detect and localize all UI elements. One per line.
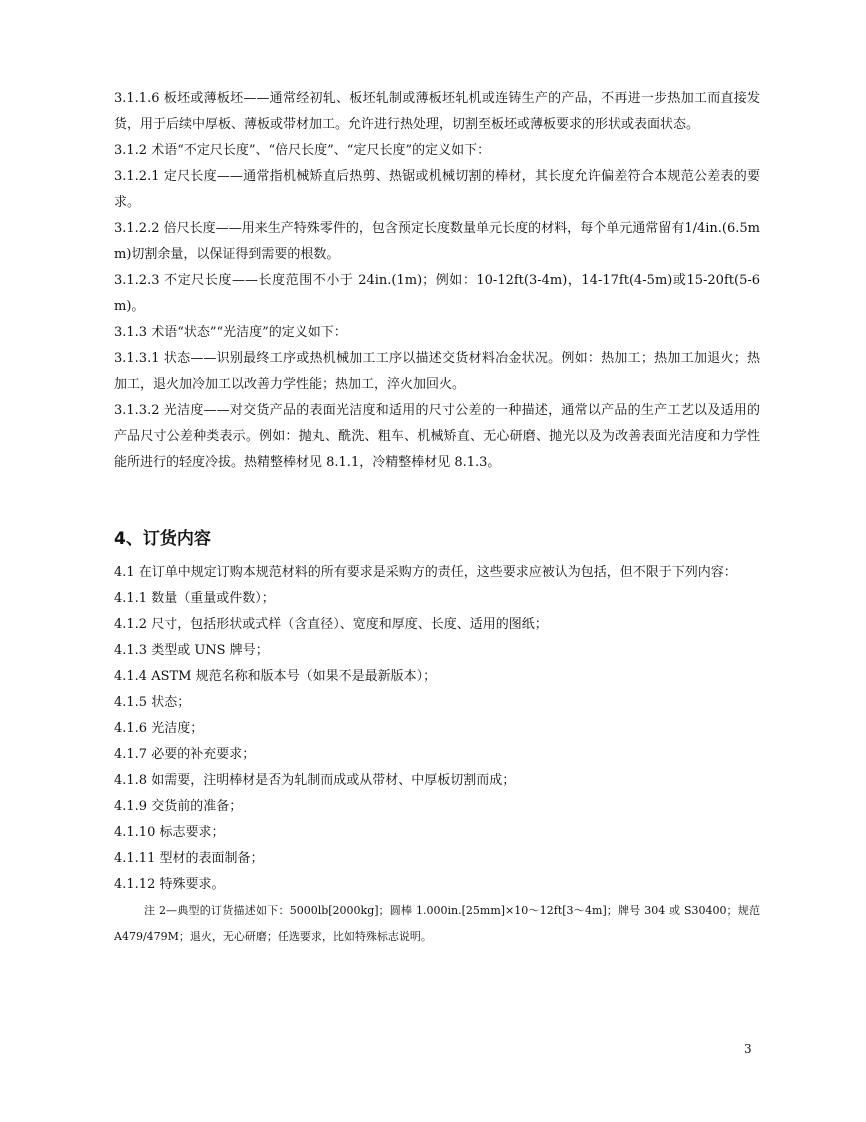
document-page: [114, 86, 760, 950]
clause-3-1-1-6: 3.1.1.6 板坯或薄板坯——通常经初轧、板坯轧制或薄板坯轧机或连铸生产的产品，不再进一步热加工而直接发货，用于后续中厚板、薄板或带材加工。允许进行热处理，切割至板坯或薄板要求的形状或表面状态。: [114, 91, 760, 132]
clause-4-1-8: 4.1.8 如需要，注明棒材是否为轧制而成或从带材、中厚板切割而成；: [114, 773, 516, 788]
clause-4-1-10: 4.1.10 标志要求；: [114, 825, 225, 840]
clause-4-1-11: 4.1.11 型材的表面制备；: [114, 851, 264, 866]
clause-4-1-5: 4.1.5 状态；: [114, 695, 191, 710]
clause-3-1-2-3: 3.1.2.3 不定尺长度——长度范围不小于 24in.(1m)；例如：10-12ft(3-4m)，14-17ft(4-5m)或15-20ft(5-6m)。: [114, 273, 760, 314]
clause-4-1-3: 4.1.3 类型或 UNS 牌号；: [114, 643, 269, 658]
clause-3-1-3-2: 3.1.3.2 光洁度——对交货产品的表面光洁度和适用的尺寸公差的一种描述，通常以产品的生产工艺以及适用的产品尺寸公差种类表示。例如：抛丸、酰洗、粗车、机械矫直、无心研磨、抛光以及为改善表面光洁度和力学性能所进行的轻度冷拔。热精整棒材见 8.1.1，冷精整棒材见 8.1.3。: [114, 403, 760, 470]
page-number: 3: [744, 1042, 752, 1056]
clause-4-1-6: 4.1.6 光洁度；: [114, 721, 204, 736]
clause-4-1-12: 4.1.12 特殊要求。: [114, 877, 225, 892]
clause-4-1-4: 4.1.4 ASTM 规范名称和版本号（如果不是最新版本）；: [114, 669, 437, 684]
clause-3-1-2-2: 3.1.2.2 倍尺长度——用来生产特殊零件的，包含预定长度数量单元长度的材料，每个单元通常留有1/4in.(6.5mm)切割余量，以保证得到需要的根数。: [114, 221, 760, 262]
section-4-heading: 4、订货内容: [114, 529, 211, 549]
clause-3-1-3: 3.1.3 术语“状态”“光洁度”的定义如下：: [114, 325, 347, 340]
clause-3-1-2-1: 3.1.2.1 定尺长度——通常指机械矫直后热剪、热锯或机械切割的棒材，其长度允许偏差符合本规范公差表的要求。: [114, 169, 760, 210]
clause-4-1-7: 4.1.7 必要的补充要求；: [114, 747, 256, 762]
clause-4-1-2: 4.1.2 尺寸，包括形状或式样（含直径）、宽度和厚度、长度、适用的图纸；: [114, 617, 548, 632]
clause-4-1: 4.1 在订单中规定订购本规范材料的所有要求是采购方的责任，这些要求应被认为包括，但不限于下列内容：: [114, 565, 737, 580]
clause-3-1-3-1: 3.1.3.1 状态——识别最终工序或热机械加工工序以描述交货材料冶金状况。例如：热加工；热加工加退火；热加工，退火加冷加工以改善力学性能；热加工，淬火加回火。: [114, 351, 760, 392]
clause-4-1-9: 4.1.9 交货前的准备；: [114, 799, 243, 814]
note-2: 注 2—典型的订货描述如下：5000lb[2000kg]；圆棒 1.000in.[25mm]×10～12ft[3～4m]；牌号 304 或 S30400；规范 A479/479M；退火，无心研磨；任选要求，比如特殊标志说明。: [114, 904, 760, 943]
heading-spacer: [114, 552, 760, 560]
clause-3-1-2: 3.1.2 术语“不定尺长度”、“倍尺长度”、“定尺长度”的定义如下：: [114, 143, 491, 158]
clause-4-1-1: 4.1.1 数量（重量或件数）；: [114, 591, 275, 606]
section-spacer: [114, 476, 760, 526]
